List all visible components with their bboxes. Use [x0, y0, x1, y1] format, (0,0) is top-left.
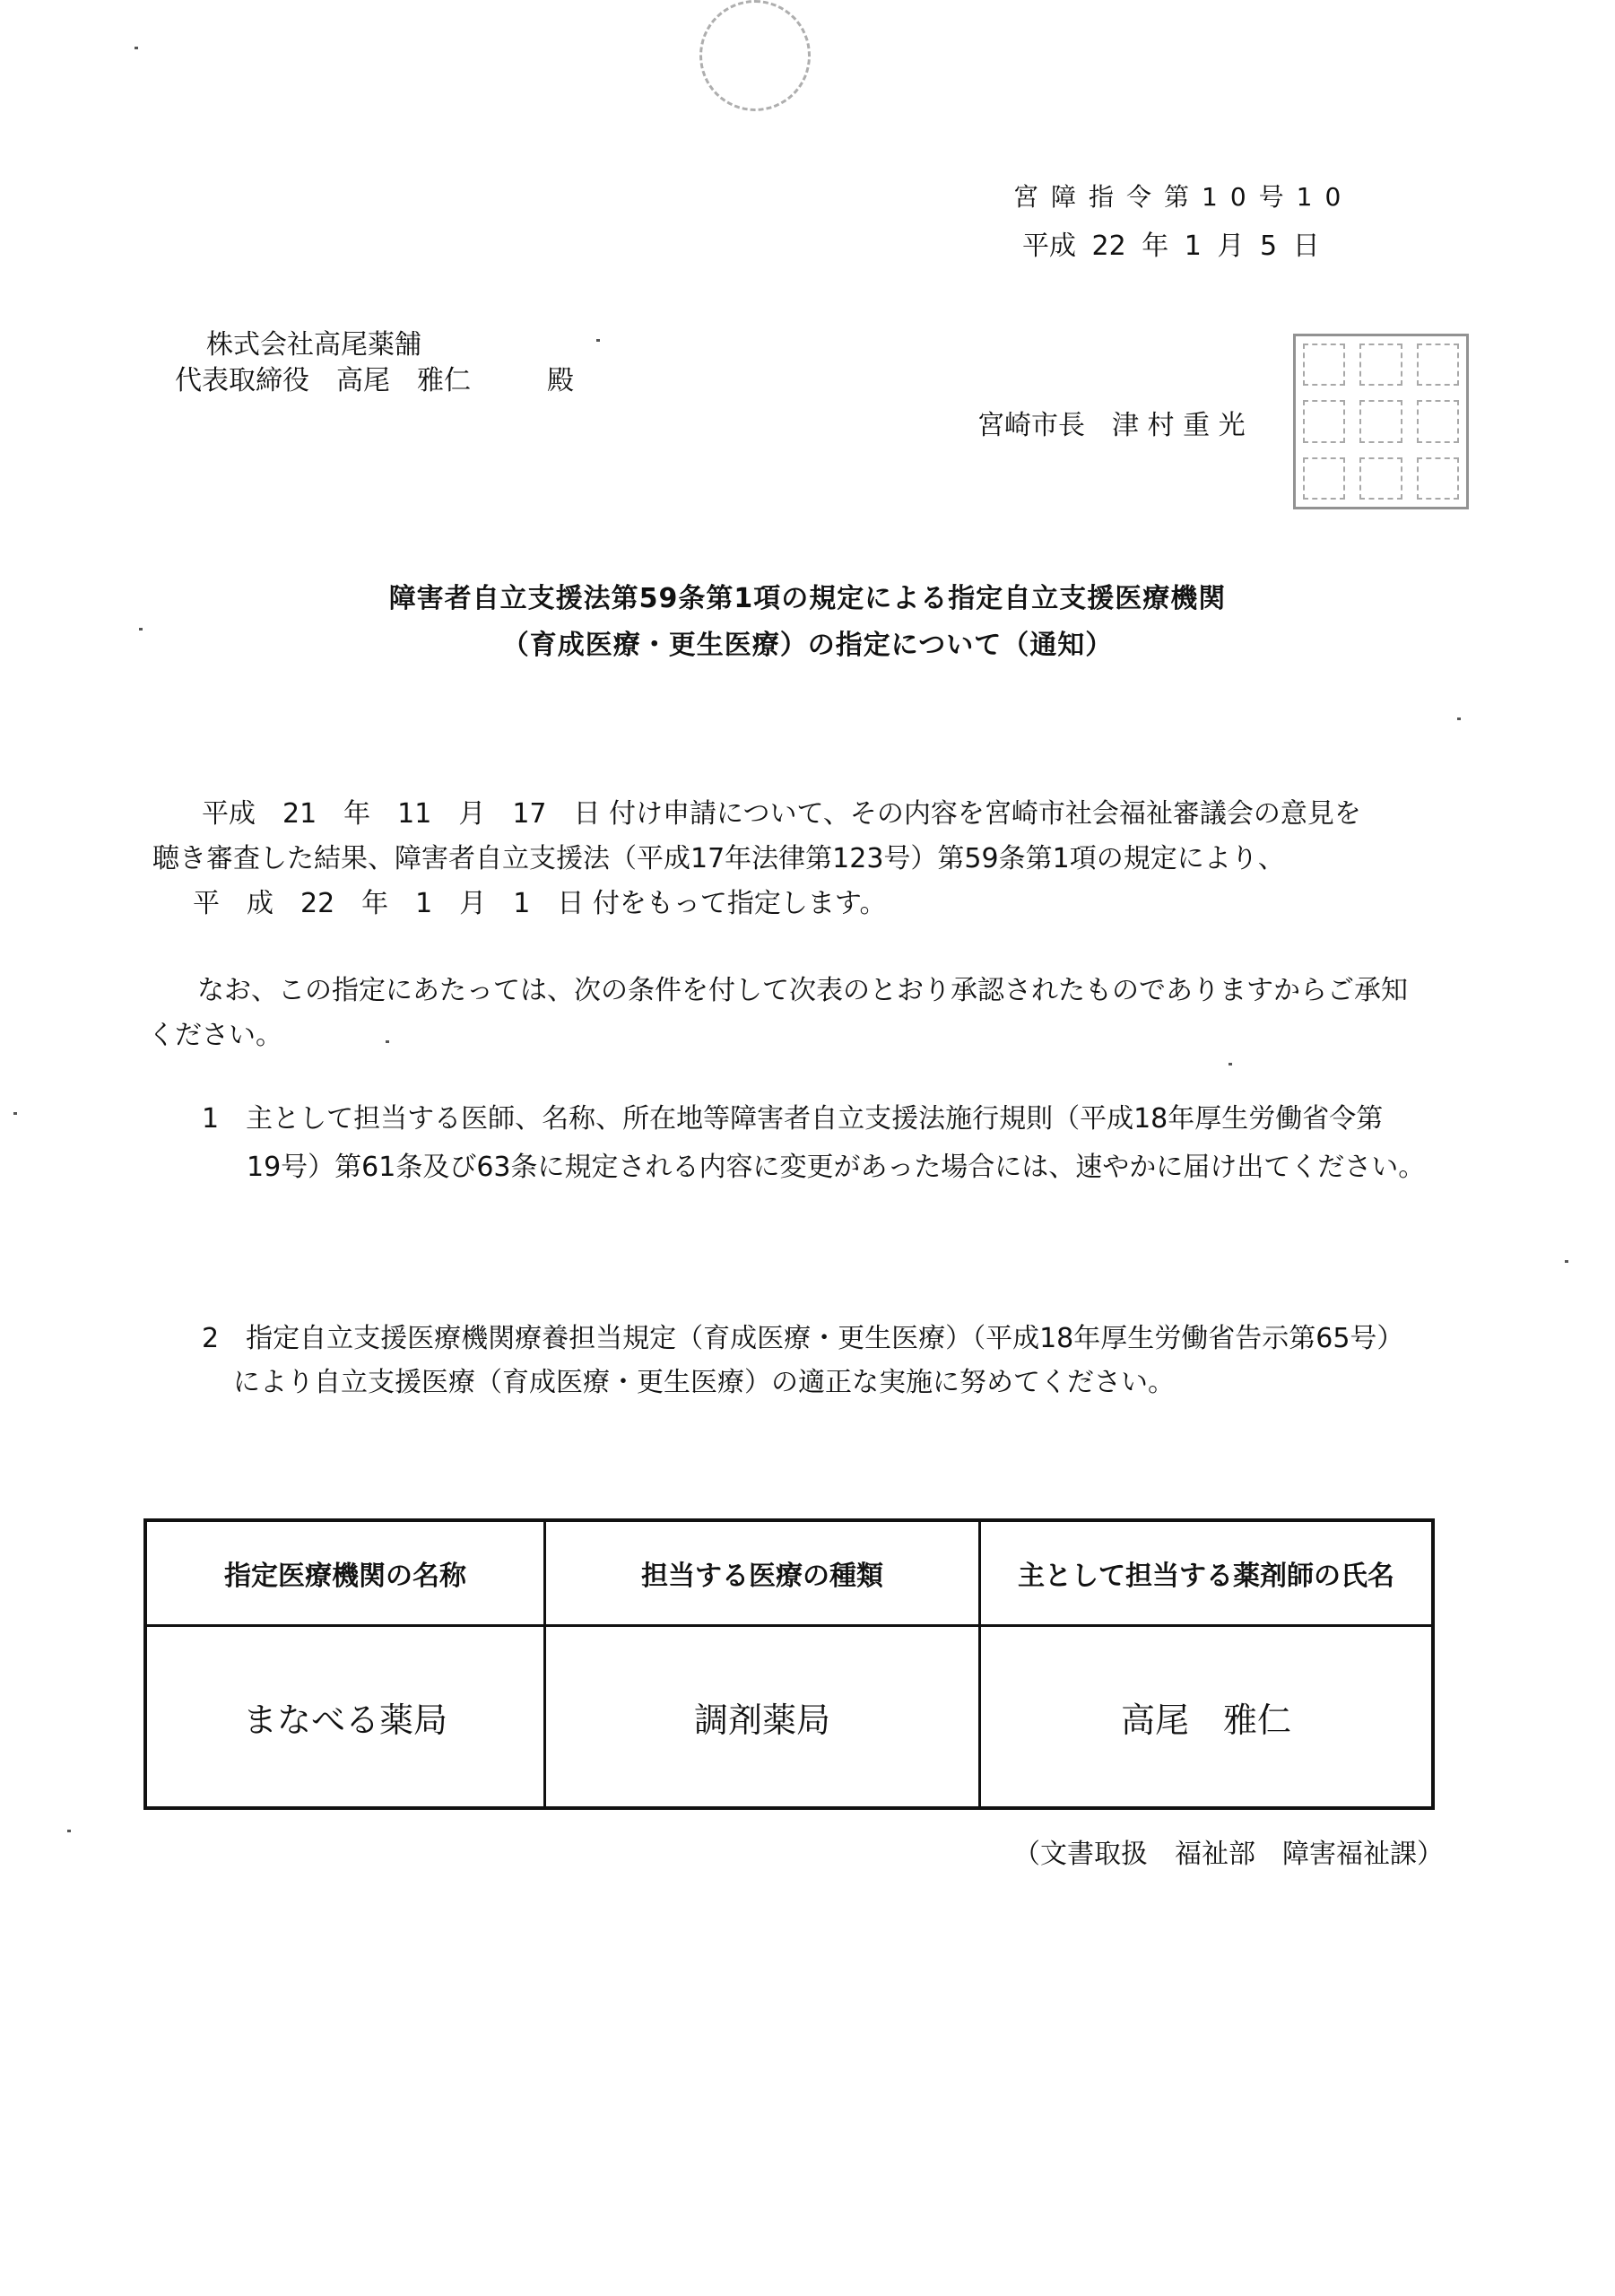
scan-speck: [13, 1112, 17, 1115]
scan-speck: [1457, 718, 1461, 720]
table-header-cell: 指定医療機関の名称: [145, 1520, 545, 1626]
body-paragraph1-line3: 平 成 22 年 1 月 1 日 付をもって指定します。: [193, 888, 887, 919]
body-paragraph2-line1: なお、この指定にあたっては、次の条件を付して次表のとおり承認されたものでありますからご承知: [197, 975, 1408, 1006]
condition1-line1: 1 主として担当する医師、名称、所在地等障害者自立支援法施行規則（平成18年厚生労働省令第: [202, 1103, 1384, 1135]
recipient-representative: 代表取締役 高尾 雅仁: [175, 365, 471, 396]
designation-table: [143, 1518, 1435, 1810]
condition2-line2: により自立支援医療（育成医療・更生医療）の適正な実施に努めてください。: [233, 1367, 1175, 1398]
scan-speck: [67, 1830, 71, 1832]
footer-note: （文書取扱 福祉部 障害福祉課）: [1013, 1839, 1444, 1870]
table-cell-medical-type: 調剤薬局: [545, 1626, 980, 1809]
document-title-line1: 障害者自立支援法第59条第1項の規定による指定自立支援医療機関: [388, 583, 1227, 614]
table-header-cell: 担当する医療の種類: [545, 1520, 980, 1626]
receipt-stamp-icon: [699, 0, 811, 111]
scan-speck: [135, 47, 138, 49]
recipient-company: 株式会社高尾薬舗: [206, 329, 421, 361]
scan-speck: [1565, 1260, 1568, 1263]
issue-date: 平成 22 年 1 月 5 日: [1022, 230, 1320, 262]
table-cell-institution: まなべる薬局: [145, 1626, 545, 1809]
issuer: 宮崎市長 津 村 重 光: [977, 410, 1246, 441]
table-row: [145, 1626, 1433, 1809]
condition1-line2: 19号）第61条及び63条に規定される内容に変更があった場合には、速やかに届け出てください。: [247, 1152, 1426, 1183]
honorific: 殿: [547, 365, 574, 396]
scan-speck: [139, 628, 143, 631]
body-paragraph2-line2: ください。: [148, 1020, 282, 1051]
reference-number: 宮障指令第10号10: [1013, 182, 1354, 212]
table-header-cell: 主として担当する薬剤師の氏名: [980, 1520, 1434, 1626]
scan-speck: [1229, 1063, 1232, 1065]
body-paragraph1-line2: 聴き審査した結果、障害者自立支援法（平成17年法律第123号）第59条第1項の規定により、: [152, 843, 1285, 874]
mayor-seal-icon: [1293, 334, 1469, 509]
condition2-line1: 2 指定自立支援医療機関療養担当規定（育成医療・更生医療）（平成18年厚生労働省告示第65号）: [202, 1323, 1404, 1354]
scan-speck: [596, 339, 600, 342]
scan-speck: [386, 1040, 389, 1043]
body-paragraph1-line1: 平成 21 年 11 月 17 日 付け申請について、その内容を宮崎市社会福祉審議会の意見を: [202, 798, 1361, 830]
table-header-row: [145, 1520, 1433, 1626]
document-title-line2: （育成医療・更生医療）の指定について（通知）: [501, 630, 1114, 661]
table-cell-pharmacist: 高尾 雅仁: [980, 1626, 1434, 1809]
